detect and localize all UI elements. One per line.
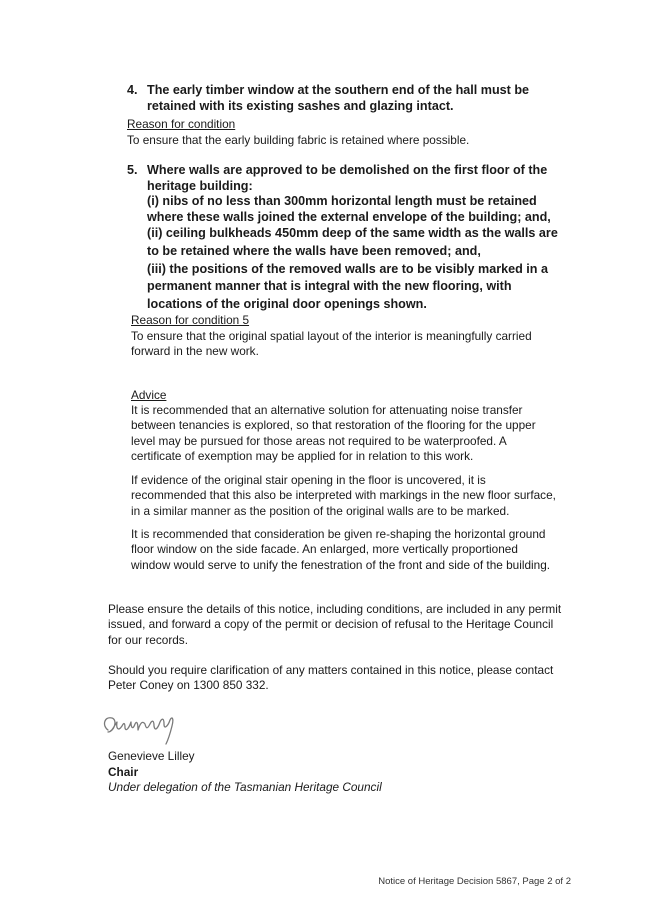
condition-line: where these walls joined the external envelope of the building; and,	[147, 209, 551, 224]
signatory-delegation: Under delegation of the Tasmanian Heritage Council	[108, 780, 382, 794]
advice-paragraph	[131, 527, 550, 573]
reason-heading: Reason for condition	[127, 117, 236, 131]
advice-line: floor window on the side facade. An enlarged, more vertically proportioned	[131, 542, 518, 557]
condition-line: to be retained where the walls have been removed; and,	[147, 243, 481, 258]
reason-line: To ensure that the original spatial layout of the interior is meaningfully carried	[131, 329, 532, 343]
reason-text	[131, 329, 532, 360]
condition-line: retained with its existing sashes and glazing intact.	[147, 98, 454, 113]
reason-line: forward in the new work.	[131, 344, 259, 359]
condition-line: heritage building:	[147, 178, 253, 193]
advice-paragraph	[131, 403, 536, 465]
closing-line: Please ensure the details of this notice, including conditions, are included in any permit	[108, 602, 562, 616]
advice-paragraph	[131, 473, 556, 519]
reason-heading: Reason for condition 5	[131, 313, 250, 327]
reason-text: To ensure that the early building fabric is retained where possible.	[127, 133, 470, 147]
condition-line: Where walls are approved to be demolished on the first floor of the	[147, 163, 548, 177]
condition-line: (i) nibs of no less than 300mm horizontal length must be retained	[147, 194, 537, 209]
signature-image	[98, 706, 182, 746]
signatory-name: Genevieve Lilley	[108, 749, 195, 763]
closing-line: issued, and forward a copy of the permit or decision of refusal to the Heritage Council	[108, 617, 554, 632]
advice-line: in a similar manner as the position of the original walls are to be marked.	[131, 503, 510, 518]
condition-line: permanent manner that is integral with the new flooring, with	[147, 279, 512, 294]
condition-line: The early timber window at the southern end of the hall must be	[147, 83, 530, 97]
closing-line: Peter Coney on 1300 850 332.	[108, 678, 269, 693]
advice-line: It is recommended that consideration be given re-shaping the horizontal ground	[131, 527, 546, 541]
condition-number: 5.	[127, 163, 138, 177]
advice-line: between tenancies is explored, so that restoration of the flooring for the upper	[131, 418, 536, 433]
closing-paragraph	[108, 663, 553, 694]
advice-line: certificate of exemption may be applied for in relation to this work.	[131, 449, 474, 464]
condition-line: (ii) ceiling bulkheads 450mm deep of the same width as the walls are	[147, 226, 558, 241]
closing-line: Should you require clarification of any matters contained in this notice, please contact	[108, 663, 554, 677]
advice-line: level may be pursued for those areas not required to be waterproofed. A	[131, 433, 507, 448]
page-footer: Notice of Heritage Decision 5867, Page 2 of 2	[378, 876, 571, 887]
condition-number: 4.	[127, 83, 138, 97]
advice-line: If evidence of the original stair opening in the floor is uncovered, it is	[131, 473, 486, 487]
closing-paragraph	[108, 602, 561, 648]
advice-line: recommended that this also be interpreted with markings in the new floor surface,	[131, 488, 556, 503]
condition-line: locations of the original door openings shown.	[147, 296, 427, 311]
condition-line: (iii) the positions of the removed walls are to be visibly marked in a	[147, 261, 549, 276]
advice-line: It is recommended that an alternative solution for attenuating noise transfer	[131, 403, 523, 417]
advice-line: window would serve to unify the fenestration of the front and side of the building.	[131, 557, 551, 572]
closing-line: for our records.	[108, 632, 188, 647]
signatory-title: Chair	[108, 765, 139, 779]
advice-heading: Advice	[131, 388, 167, 402]
